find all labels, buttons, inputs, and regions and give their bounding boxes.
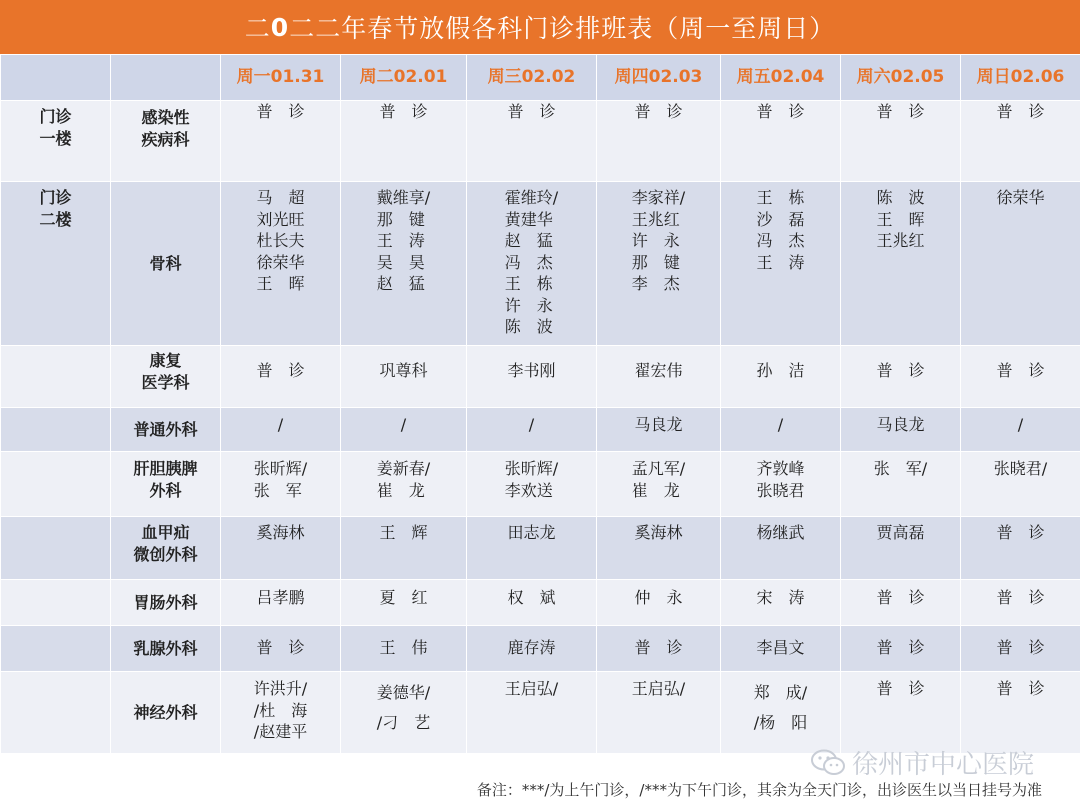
day-header: 周二02.01	[341, 55, 467, 101]
dept-name	[111, 408, 221, 452]
doctor-names: 吕孝鹏	[256, 588, 305, 607]
doctor-names: 普 诊	[996, 523, 1045, 542]
doctor-names: /	[1017, 415, 1024, 434]
header-blank-floor	[1, 55, 111, 101]
doctor-names: 普 诊	[507, 102, 556, 121]
floor-label-second	[1, 182, 111, 346]
doctor-names: 姜德华/ /刁 艺	[376, 683, 431, 732]
dept-name-line: 神经外科	[133, 702, 198, 722]
schedule-cell	[841, 517, 961, 580]
dept-name	[111, 452, 221, 517]
doctor-names: 普 诊	[256, 638, 305, 657]
schedule-cell	[221, 517, 341, 580]
doctor-names: 孟凡军/ 崔 龙	[631, 459, 686, 500]
day-header: 周三02.02	[467, 55, 597, 101]
schedule-cell	[597, 580, 721, 626]
schedule-cell	[467, 452, 597, 517]
schedule-cell	[721, 346, 841, 408]
doctor-names: 普 诊	[876, 638, 925, 657]
schedule-cell	[597, 101, 721, 182]
dept-name-line: 肝胆胰脾	[133, 459, 198, 478]
dept-name-line: 乳腺外科	[133, 638, 198, 658]
dept-name	[111, 517, 221, 580]
schedule-cell	[467, 182, 597, 346]
floor-empty	[1, 626, 111, 672]
doctor-names: 宋 涛	[756, 588, 805, 607]
schedule-cell	[341, 408, 467, 452]
schedule-cell	[341, 101, 467, 182]
floor-text: 门诊	[39, 107, 72, 126]
schedule-cell	[721, 101, 841, 182]
schedule-cell	[841, 101, 961, 182]
schedule-cell	[341, 626, 467, 672]
doctor-names: 普 诊	[876, 361, 925, 380]
doctor-names: 陈 波 王 晖 王兆红	[876, 188, 925, 250]
schedule-cell	[341, 346, 467, 408]
schedule-cell	[341, 182, 467, 346]
doctor-names: 奚海林	[256, 523, 305, 542]
title-pre: 二	[244, 14, 271, 43]
doctor-names: 王启弘/	[504, 679, 559, 698]
doctor-names: 鹿存涛	[507, 638, 556, 657]
doctor-names: 马良龙	[876, 415, 925, 434]
doctor-names: 张昕辉/ 李欢送	[504, 459, 559, 500]
schedule-cell	[221, 672, 341, 754]
watermark	[810, 744, 1034, 781]
header-blank-dept	[111, 55, 221, 101]
doctor-names: 权 斌	[507, 588, 556, 607]
floor-empty	[1, 452, 111, 517]
title-digit: 0	[270, 12, 290, 42]
schedule-cell	[467, 672, 597, 754]
schedule-cell	[597, 626, 721, 672]
doctor-names: 马良龙	[634, 415, 683, 434]
dept-name-line: 医学科	[141, 372, 190, 392]
doctor-names: 普 诊	[634, 638, 683, 657]
dept-name-line: 胃肠外科	[133, 592, 198, 612]
dept-name-line: 感染性	[141, 108, 190, 127]
doctor-names: 仲 永	[634, 588, 683, 607]
doctor-names: 杨继武	[756, 523, 805, 542]
doctor-names: 贾高磊	[876, 523, 925, 542]
wechat-icon	[810, 749, 846, 777]
schedule-cell	[221, 346, 341, 408]
schedule-cell	[721, 182, 841, 346]
dept-name-line: 微创外科	[133, 544, 198, 564]
doctor-names: 王 栋 沙 磊 冯 杰 王 涛	[756, 188, 805, 272]
schedule-cell	[841, 626, 961, 672]
doctor-names: 许洪升/ /杜 海 /赵建平	[253, 679, 308, 741]
schedule-cell	[221, 182, 341, 346]
dept-name-line: 普通外科	[133, 419, 198, 439]
doctor-names: /	[400, 415, 407, 434]
dept-name	[111, 580, 221, 626]
doctor-names: /	[777, 415, 784, 434]
doctor-names: 普 诊	[634, 102, 683, 121]
floor-text: 二楼	[39, 209, 72, 229]
day-header: 周一01.31	[221, 55, 341, 101]
dept-name	[111, 672, 221, 754]
schedule-cell	[221, 580, 341, 626]
doctor-names: 普 诊	[256, 102, 305, 121]
doctor-names: 夏 红	[379, 588, 428, 607]
table-row	[1, 672, 1080, 754]
schedule-cell	[341, 672, 467, 754]
doctor-names: 齐敦峰 张晓君	[756, 459, 805, 500]
schedule-cell	[961, 517, 1080, 580]
schedule-table	[0, 54, 1080, 754]
doctor-names: /	[528, 415, 535, 434]
schedule-cell	[841, 580, 961, 626]
floor-empty	[1, 408, 111, 452]
doctor-names: 普 诊	[996, 679, 1045, 698]
schedule-cell	[597, 408, 721, 452]
dept-name-line: 康复	[149, 351, 182, 370]
schedule-cell	[597, 182, 721, 346]
table-row	[1, 452, 1080, 517]
doctor-names: 王 辉	[379, 523, 428, 542]
schedule-cell	[597, 517, 721, 580]
schedule-cell	[841, 408, 961, 452]
schedule-cell	[341, 517, 467, 580]
table-row	[1, 626, 1080, 672]
doctor-names: 姜新春/ 崔 龙	[376, 459, 431, 500]
floor-label-first	[1, 101, 111, 182]
day-header: 周六02.05	[841, 55, 961, 101]
schedule-cell	[961, 408, 1080, 452]
schedule-cell	[467, 626, 597, 672]
schedule-cell	[467, 517, 597, 580]
schedule-cell	[961, 672, 1080, 754]
dept-name-line: 外科	[149, 480, 182, 500]
dept-name-line: 骨科	[149, 253, 182, 273]
schedule-cell	[221, 101, 341, 182]
schedule-cell	[221, 452, 341, 517]
schedule-cell	[221, 626, 341, 672]
dept-name	[111, 626, 221, 672]
doctor-names: 翟宏伟	[634, 361, 683, 380]
floor-text: 门诊	[39, 188, 72, 207]
schedule-cell	[721, 626, 841, 672]
doctor-names: 奚海林	[634, 523, 683, 542]
dept-name	[111, 101, 221, 182]
dept-name	[111, 182, 221, 346]
page-title	[0, 0, 1080, 54]
schedule-cell	[341, 580, 467, 626]
schedule-cell	[721, 408, 841, 452]
schedule-cell	[961, 626, 1080, 672]
doctor-names: 马 超 刘光旺 杜长夫 徐荣华 王 晖	[256, 188, 305, 293]
schedule-cell	[721, 517, 841, 580]
schedule-cell	[961, 182, 1080, 346]
schedule-cell	[841, 182, 961, 346]
doctor-names: 普 诊	[876, 102, 925, 121]
doctor-names: 巩尊科	[379, 361, 428, 380]
doctor-names: 张晓君/	[993, 459, 1048, 478]
doctor-names: 普 诊	[379, 102, 428, 121]
schedule-cell	[341, 452, 467, 517]
schedule-cell	[467, 580, 597, 626]
schedule-cell	[841, 452, 961, 517]
doctor-names: 张 军/	[873, 459, 928, 478]
schedule-cell	[721, 672, 841, 754]
schedule-cell	[467, 346, 597, 408]
schedule-cell	[961, 580, 1080, 626]
table-row	[1, 408, 1080, 452]
schedule-cell	[467, 101, 597, 182]
doctor-names: 普 诊	[876, 679, 925, 698]
watermark-text: 徐州市中心医院	[852, 750, 1035, 780]
schedule-cell	[221, 408, 341, 452]
doctor-names: 普 诊	[996, 588, 1045, 607]
floor-text: 一楼	[39, 128, 72, 148]
header-row	[1, 55, 1080, 101]
schedule-cell	[961, 101, 1080, 182]
doctor-names: 戴维享/ 那 键 王 涛 吴 昊 赵 猛	[376, 188, 431, 293]
doctor-names: 普 诊	[876, 588, 925, 607]
dept-name-line: 疾病科	[141, 129, 190, 149]
footnote: 备注：***/为上午门诊，/***为下午门诊，其余为全天门诊，出诊医生以当日挂号为准	[476, 781, 1042, 799]
day-header: 周五02.04	[721, 55, 841, 101]
schedule-cell	[841, 672, 961, 754]
doctor-names: 普 诊	[256, 361, 305, 380]
doctor-names: 普 诊	[996, 361, 1045, 380]
doctor-names: 张昕辉/ 张 军	[253, 459, 308, 500]
schedule-cell	[721, 580, 841, 626]
doctor-names: 普 诊	[996, 102, 1045, 121]
floor-empty	[1, 517, 111, 580]
doctor-names: 普 诊	[996, 638, 1045, 657]
day-header: 周四02.03	[597, 55, 721, 101]
doctor-names: 普 诊	[756, 102, 805, 121]
doctor-names: 孙 洁	[756, 361, 805, 380]
table-row	[1, 346, 1080, 408]
doctor-names: 李书刚	[507, 361, 556, 380]
doctor-names: 李昌文	[756, 638, 805, 657]
doctor-names: /	[277, 415, 284, 434]
table-row	[1, 182, 1080, 346]
table-row	[1, 101, 1080, 182]
floor-empty	[1, 672, 111, 754]
schedule-cell	[597, 346, 721, 408]
schedule-cell	[961, 346, 1080, 408]
doctor-names: 王启弘/	[631, 679, 686, 698]
doctor-names: 郑 成/ /杨 阳	[753, 683, 808, 732]
schedule-cell	[841, 346, 961, 408]
day-header: 周日02.06	[961, 55, 1080, 101]
doctor-names: 王 伟	[379, 638, 428, 657]
title-post: 二二年春节放假各科门诊排班表（周一至周日）	[289, 14, 836, 43]
doctor-names: 徐荣华	[996, 188, 1045, 207]
table-row	[1, 580, 1080, 626]
schedule-cell	[721, 452, 841, 517]
doctor-names: 霍维玲/ 黄建华 赵 猛 冯 杰 王 栋 许 永 陈 波	[504, 188, 559, 336]
dept-name-line: 血甲疝	[141, 523, 190, 542]
dept-name	[111, 346, 221, 408]
table-row	[1, 517, 1080, 580]
schedule-cell	[467, 408, 597, 452]
doctor-names: 李家祥/ 王兆红 许 永 那 键 李 杰	[631, 188, 686, 293]
schedule-cell	[597, 672, 721, 754]
schedule-cell	[597, 452, 721, 517]
schedule-cell	[961, 452, 1080, 517]
doctor-names: 田志龙	[507, 523, 556, 542]
floor-empty	[1, 580, 111, 626]
floor-empty	[1, 346, 111, 408]
